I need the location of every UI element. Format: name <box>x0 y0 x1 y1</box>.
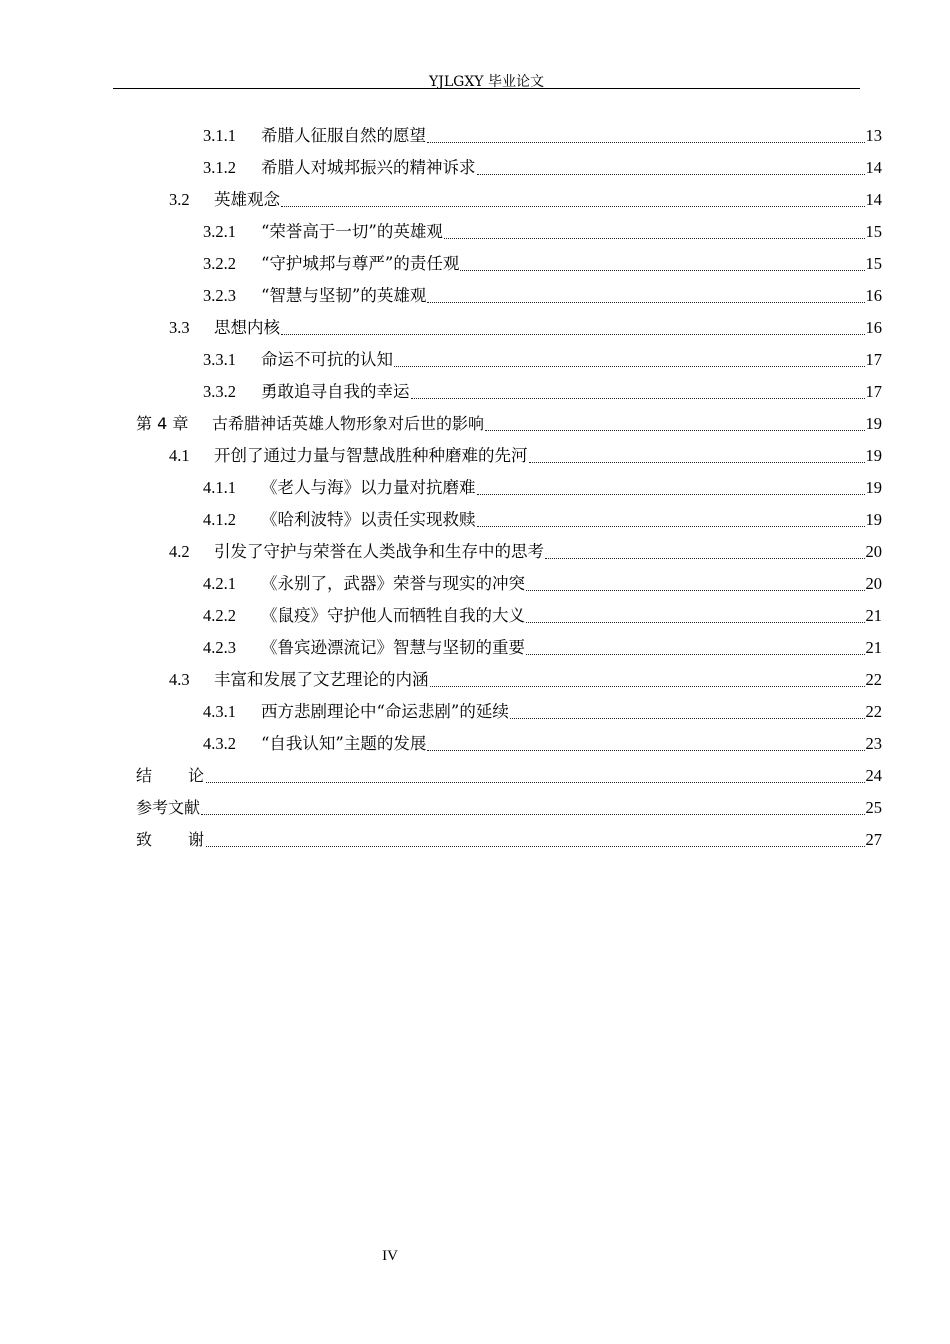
toc-entry-title: 命运不可抗的认知 <box>261 350 393 369</box>
toc-entry-title: 结论 <box>136 766 241 785</box>
toc-entry-page: 15 <box>865 222 882 241</box>
toc-entry[interactable] <box>203 118 882 146</box>
toc-entry-title: 丰富和发展了文艺理论的内涵 <box>214 670 429 689</box>
dot-leader <box>477 174 865 175</box>
toc-entry[interactable] <box>203 342 882 370</box>
toc-entry[interactable] <box>203 470 882 498</box>
toc-entry-number: 4.2.3 <box>203 638 236 657</box>
toc-entry-title: “自我认知”主题的发展 <box>261 734 427 753</box>
toc-entry-number: 3.3.1 <box>203 350 236 369</box>
toc-entry-title: 《老人与海》以力量对抗磨难 <box>261 478 476 497</box>
toc-entry-number: 3.2.1 <box>203 222 236 241</box>
toc-entry-page: 13 <box>865 126 882 145</box>
dot-leader <box>411 398 865 399</box>
toc-entry-title: 引发了守护与荣誉在人类战争和生存中的思考 <box>214 542 544 561</box>
dot-leader <box>281 206 865 207</box>
toc-entry-title: 致谢 <box>136 830 241 849</box>
toc-entry-page: 17 <box>865 350 882 369</box>
toc-entry-page: 15 <box>865 254 882 273</box>
toc-entry-page: 14 <box>865 190 882 209</box>
toc-entry[interactable] <box>203 150 882 178</box>
toc-entry-title: 《鼠疫》守护他人而牺牲自我的大义 <box>261 606 525 625</box>
toc-entry-page: 19 <box>865 446 882 465</box>
toc-entry-page: 19 <box>865 510 882 529</box>
toc-entry-title: 希腊人对城邦振兴的精神诉求 <box>261 158 476 177</box>
toc-entry-page: 24 <box>865 766 882 785</box>
toc-entry-number: 4.2.1 <box>203 574 236 593</box>
toc-entry-number: 4.3 <box>169 670 190 689</box>
page-header: YJLGXY 毕业论文 <box>429 74 544 90</box>
toc-entry-title: “守护城邦与尊严”的责任观 <box>261 254 460 273</box>
dot-leader <box>206 846 864 847</box>
dot-leader <box>206 782 864 783</box>
dot-leader <box>485 430 864 431</box>
toc-chapter-entry[interactable] <box>136 406 882 434</box>
toc-entry-number: 4.2.2 <box>203 606 236 625</box>
toc-entry-page: 17 <box>865 382 882 401</box>
toc-entry-number: 4.3.1 <box>203 702 236 721</box>
dot-leader <box>427 142 865 143</box>
toc-entry-number: 3.3 <box>169 318 190 337</box>
dot-leader <box>430 686 865 687</box>
dot-leader <box>427 302 864 303</box>
dot-leader <box>281 334 865 335</box>
dot-leader <box>526 654 865 655</box>
toc-entry-page: 16 <box>865 286 882 305</box>
toc-entry-page: 14 <box>865 158 882 177</box>
toc-entry-page: 27 <box>865 830 882 849</box>
dot-leader <box>529 462 865 463</box>
dot-leader <box>201 814 864 815</box>
toc-entry-number: 3.3.2 <box>203 382 236 401</box>
toc-entry-title: 《哈利波特》以责任实现救赎 <box>261 510 476 529</box>
toc-references-entry[interactable] <box>136 790 882 818</box>
toc-acknowledgements-entry[interactable] <box>136 822 882 850</box>
toc-entry-title: 开创了通过力量与智慧战胜种种磨难的先河 <box>214 446 528 465</box>
toc-entry[interactable] <box>203 374 882 402</box>
toc-entry-number: 3.2.2 <box>203 254 236 273</box>
toc-entry-number: 4.1.2 <box>203 510 236 529</box>
dot-leader <box>394 366 865 367</box>
toc-entry[interactable] <box>203 214 882 242</box>
toc-entry-page: 20 <box>865 542 882 561</box>
toc-entry[interactable] <box>203 598 882 626</box>
dot-leader <box>526 590 865 591</box>
page-number: IV <box>382 1248 398 1264</box>
toc-entry-title: 西方悲剧理论中“命运悲剧”的延续 <box>261 702 509 721</box>
header-rule <box>113 88 860 89</box>
toc-entry-title: 思想内核 <box>214 318 280 337</box>
dot-leader <box>444 238 865 239</box>
toc-entry-title: 《永别了，武器》荣誉与现实的冲突 <box>261 574 525 593</box>
toc-entry-title: 勇敢追寻自我的幸运 <box>261 382 410 401</box>
dot-leader <box>477 526 865 527</box>
toc-entry-page: 16 <box>865 318 882 337</box>
toc-entry-number: 3.2 <box>169 190 190 209</box>
toc-entry-page: 22 <box>865 670 882 689</box>
toc-entry-number: 3.1.1 <box>203 126 236 145</box>
toc-entry-number: 3.2.3 <box>203 286 236 305</box>
toc-conclusion-entry[interactable] <box>136 758 882 786</box>
toc-entry-page: 25 <box>865 798 882 817</box>
toc-entry[interactable] <box>169 182 882 210</box>
toc-chapter-number: 第 4 章 <box>136 414 189 433</box>
toc-entry-title: 英雄观念 <box>214 190 280 209</box>
toc-entry-title: “荣誉高于一切”的英雄观 <box>261 222 443 241</box>
toc-entry-page: 20 <box>865 574 882 593</box>
toc-entry-page: 23 <box>865 734 882 753</box>
toc-entry-page: 19 <box>865 478 882 497</box>
toc-entry-number: 4.2 <box>169 542 190 561</box>
toc-entry[interactable] <box>203 502 882 530</box>
toc-entry-title: 希腊人征服自然的愿望 <box>261 126 426 145</box>
toc-entry-title: 参考文献 <box>136 798 201 817</box>
toc-entry[interactable] <box>169 534 882 562</box>
dot-leader <box>460 270 864 271</box>
dot-leader <box>427 750 864 751</box>
dot-leader <box>477 494 865 495</box>
toc-entry[interactable] <box>169 662 882 690</box>
toc-entry-page: 21 <box>865 606 882 625</box>
dot-leader <box>510 718 865 719</box>
toc-entry-number: 4.1.1 <box>203 478 236 497</box>
toc-chapter-title: 古希腊神话英雄人物形象对后世的影响 <box>212 414 485 433</box>
toc-entry-page: 22 <box>865 702 882 721</box>
toc-entry[interactable] <box>203 694 882 722</box>
toc-entry-number: 4.1 <box>169 446 190 465</box>
toc-entry-number: 3.1.2 <box>203 158 236 177</box>
toc-entry[interactable] <box>203 566 882 594</box>
toc-entry-page: 21 <box>865 638 882 657</box>
toc-entry-title: 《鲁宾逊漂流记》智慧与坚韧的重要 <box>261 638 525 657</box>
dot-leader <box>545 558 865 559</box>
toc-entry[interactable] <box>169 310 882 338</box>
toc-entry[interactable] <box>203 630 882 658</box>
toc-entry-number: 4.3.2 <box>203 734 236 753</box>
toc-entry-title: “智慧与坚韧”的英雄观 <box>261 286 427 305</box>
toc-entry[interactable] <box>169 438 882 466</box>
toc-entry[interactable] <box>203 246 882 274</box>
toc-entry-page: 19 <box>865 414 882 433</box>
dot-leader <box>526 622 865 623</box>
toc-entry[interactable] <box>203 726 882 754</box>
toc-entry[interactable] <box>203 278 882 306</box>
